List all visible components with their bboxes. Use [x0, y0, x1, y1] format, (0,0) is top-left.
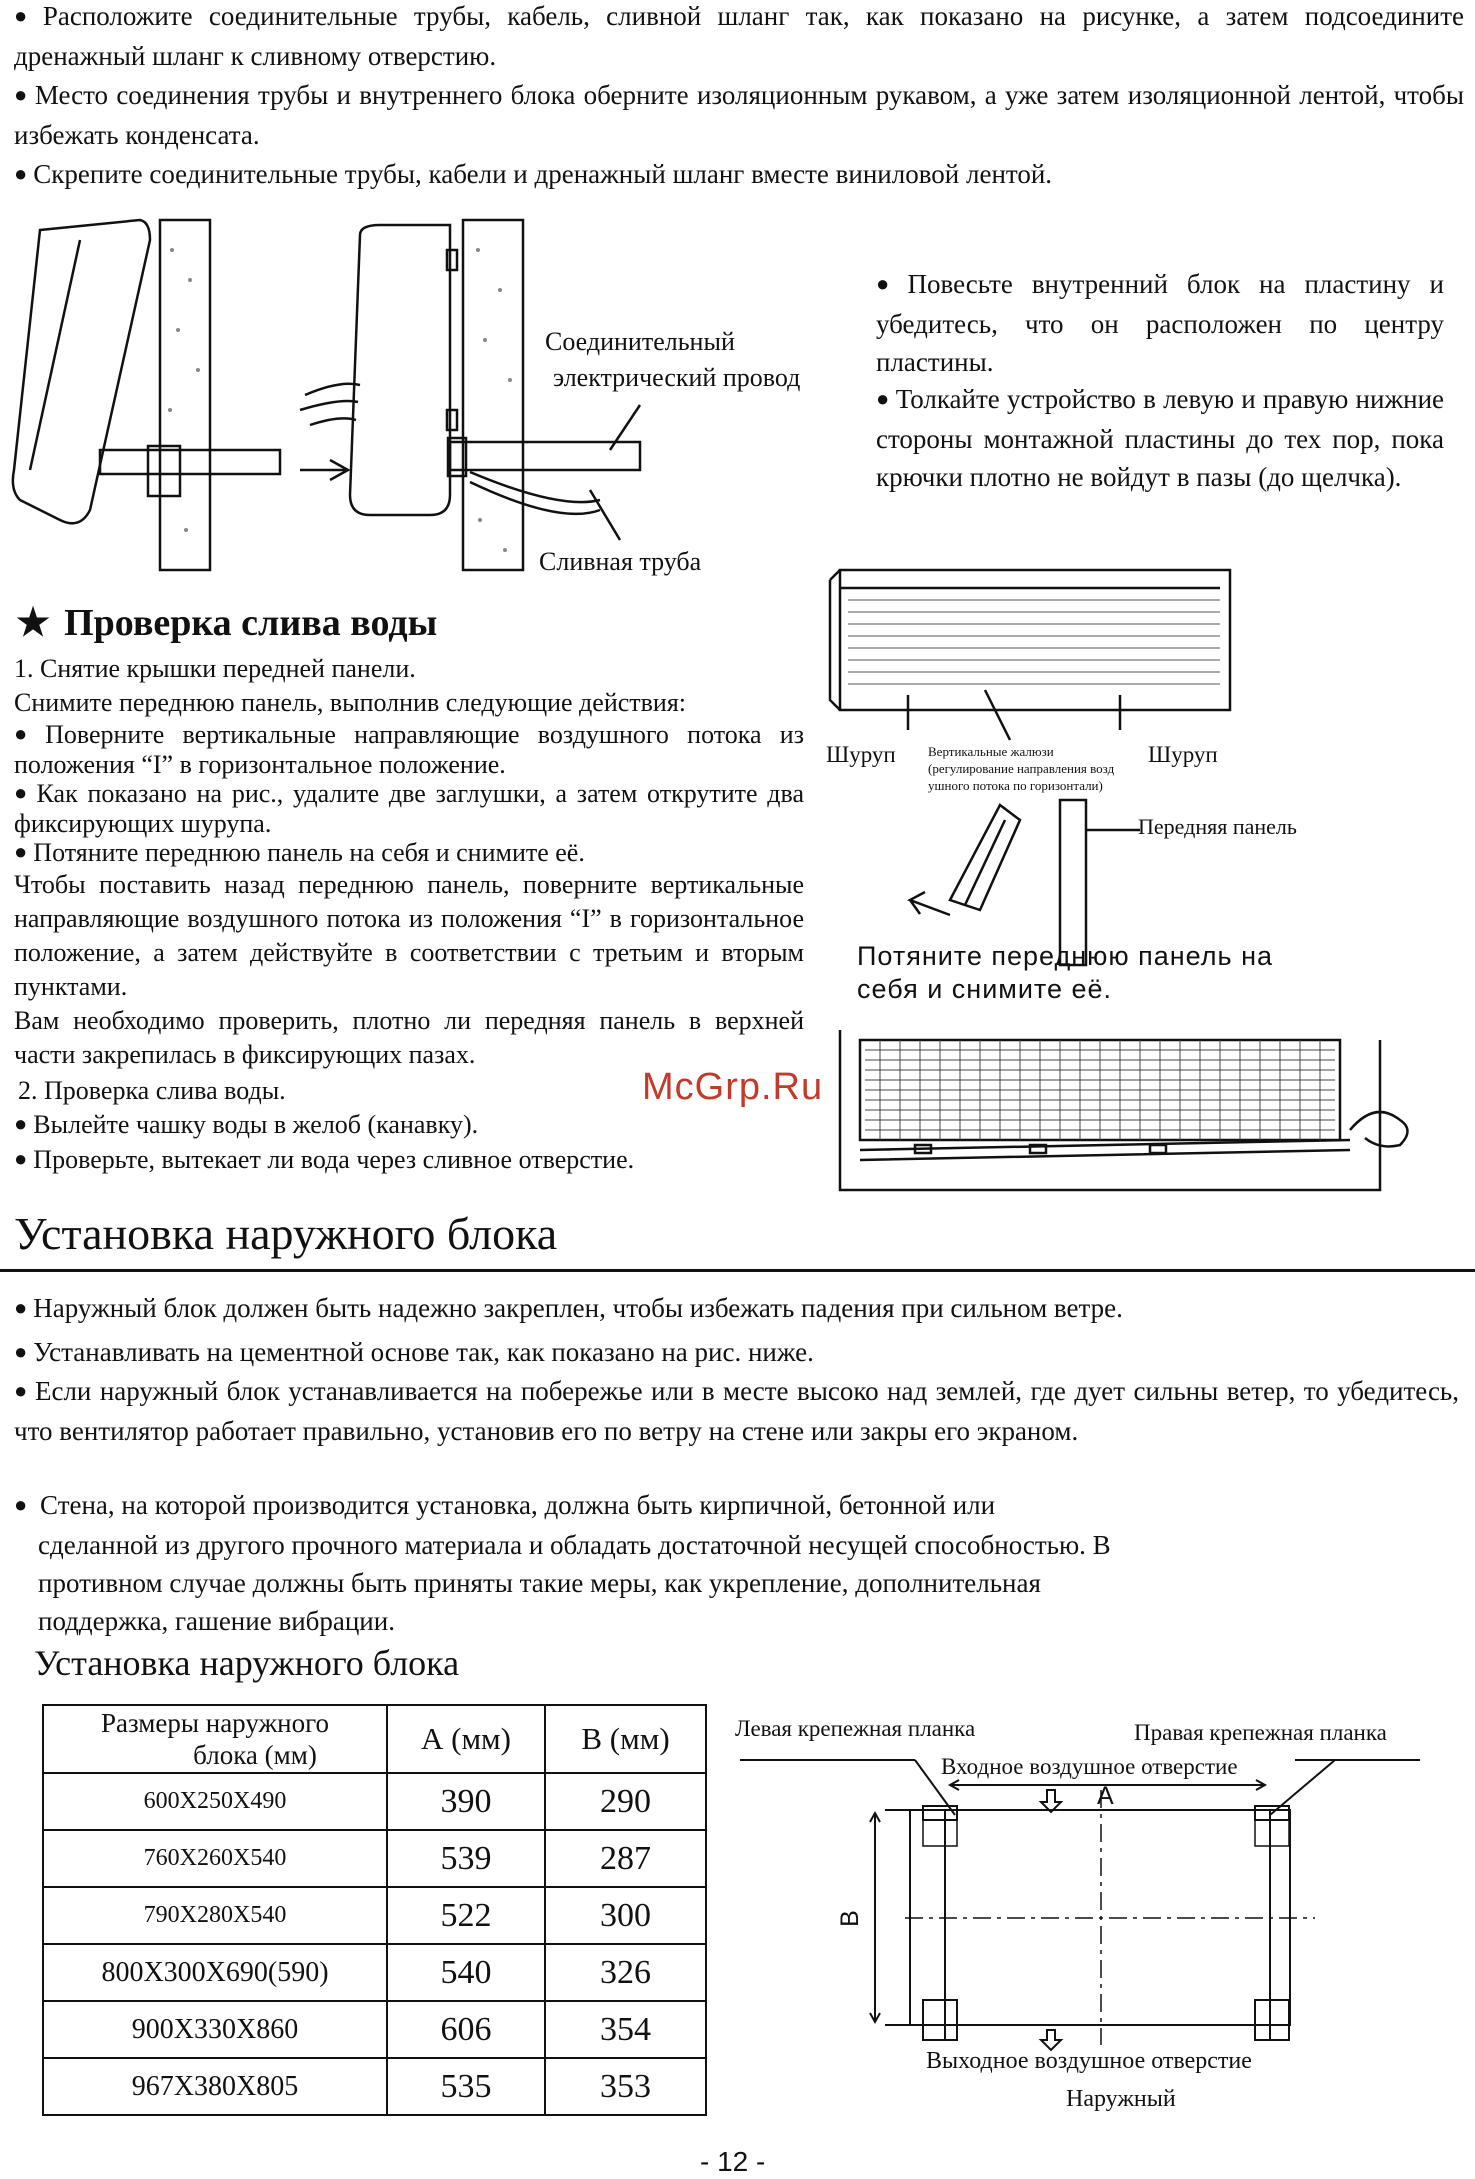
fig3-outlet: Выходное воздушное отверстие: [926, 2048, 1252, 2074]
page-number: - 12 -: [700, 2146, 766, 2177]
table-header-row: [43, 1705, 706, 1773]
outdoor-bullet-3: ● Если наружный блок устанавливается на побережье или в месте высоко над землей, где дует сильны ветер, то убедитесь, что вентилятор работает правильно, установив его по ветру на стене или закры его экраном.: [14, 1372, 1459, 1450]
outdoor-bullet-2: ● Устанавливать на цементной основе так, как показано на рис. ниже.: [14, 1333, 1459, 1373]
fig2-front-panel: Передняя панель: [1138, 814, 1297, 839]
front-panel-removal-illustration: [820, 560, 1470, 1210]
table-row: 967X380X805 535 353: [43, 2058, 706, 2115]
drain-bullet-5: ● Проверьте, вытекает ли вода через сливное отверстие.: [14, 1143, 804, 1178]
outdoor-bullet-1: ● Наружный блок должен быть надежно закреплен, чтобы избежать падения при сильном ветре.: [14, 1289, 1459, 1329]
drain-bullet-4: ● Вылейте чашку воды в желоб (канавку).: [14, 1108, 804, 1143]
top-bullet-2: ● Место соединения трубы и внутреннего блока оберните изоляционным рукавом, а уже затем изоляционной лентой, чтобы избежать конденсата.: [14, 76, 1464, 154]
drain-check-heading: ★ Проверка слива воды: [16, 602, 438, 644]
watermark: McGrp.Ru: [642, 1066, 824, 1108]
table-header-a: А (мм): [387, 1705, 545, 1773]
outdoor-subheading: Установка наружного блока: [34, 1643, 460, 1683]
drain-para1: Чтобы поставить назад переднюю панель, поверните вертикальные направляющие воздушного потока из положения “I” в горизонтальное положение, а затем действуйте в соответствии с третьим и вторым пунктами.: [14, 870, 804, 1001]
drain-bullet-3: ● Потяните переднюю панель на себя и снимите её.: [14, 838, 804, 868]
fig2-screw-left: Шуруп: [826, 742, 896, 767]
outdoor-bullet-4: ● Стена, на которой производится установка, должна быть кирпичной, бетонной или сделанной из другого прочного материала и обладать достаточной несущей способностью. В противном случае должны быть приняты такие меры, как укрепление, дополнительная поддержка, гашение вибрации.: [14, 1486, 1459, 1640]
table-row: 760X260X540 539 287: [43, 1830, 706, 1887]
table-row: 900X330X860 606 354: [43, 2001, 706, 2058]
table-header-size: Размеры наружного блока (мм): [43, 1705, 387, 1773]
indoor-unit-hanging-illustration: [0, 210, 870, 590]
drain-step2: 2. Проверка слива воды.: [18, 1076, 286, 1105]
table-row: 600X250X490 390 290: [43, 1773, 706, 1830]
table-row: 800X300X690(590) 540 326: [43, 1944, 706, 2001]
drain-para2: Вам необходимо проверить, плотно ли передняя панель в верхней части закрепилась в фиксирующих пазах.: [14, 1006, 804, 1069]
fig3-inlet: Входное воздушное отверстие: [941, 1754, 1238, 1779]
fig2-louver-label: Вертикальные жалюзи (регулирование направления возд ушного потока по горизонтали): [928, 744, 1115, 793]
fig3-label-b: B: [835, 1910, 864, 1927]
fig2-caption: Потяните переднюю панель на себя и снимите её.: [857, 941, 1274, 1004]
fig3-right-bar: Правая крепежная планка: [1134, 1720, 1387, 1745]
drain-bullet-1: ● Поверните вертикальные направляющие воздушного потока из положения “I” в горизонтальное положение.: [14, 720, 804, 779]
fig3-outdoor: Наружный: [1066, 2086, 1176, 2112]
fig2-screw-right: Шуруп: [1148, 742, 1218, 767]
top-bullet-3: ● Скрепите соединительные трубы, кабели и дренажный шланг вместе виниловой лентой.: [14, 155, 1464, 195]
fig1-label-wire-line2: электрический провод: [553, 363, 801, 392]
right-bullet-2: ● Толкайте устройство в левую и правую нижние стороны монтажной пластины до тех пор, пока крючки плотно не войдут в пазы (до щелчка).: [876, 380, 1444, 496]
outdoor-heading: Установка наружного блока: [14, 1208, 558, 1259]
table-row: 790X280X540 522 300: [43, 1887, 706, 1944]
fig1-label-drain: Сливная труба: [539, 547, 702, 576]
drain-bullet-2: ● Как показано на рис., удалите две заглушки, а затем открутите два фиксирующих шурупа.: [14, 779, 804, 838]
fig1-label-wire-line1: Соединительный: [545, 327, 735, 356]
fig3-left-bar: Левая крепежная планка: [735, 1716, 976, 1741]
fig3-label-a: A: [1097, 1782, 1114, 1810]
section-divider: [0, 1269, 1475, 1272]
drain-intro: Снимите переднюю панель, выполнив следующие действия:: [14, 688, 687, 717]
star-icon: ★: [16, 602, 51, 644]
dimensions-table: [42, 1704, 707, 2116]
drain-step1: 1. Снятие крышки передней панели.: [14, 654, 416, 683]
table-header-b: В (мм): [545, 1705, 706, 1773]
right-bullet-1: ● Повесьте внутренний блок на пластину и убедитесь, что он расположен по центру пластины.: [876, 265, 1444, 381]
top-bullet-1: ● Расположите соединительные трубы, кабель, сливной шланг так, как показано на рисунке, а затем подсоедините дренажный шланг к сливному отверстию.: [14, 0, 1464, 75]
